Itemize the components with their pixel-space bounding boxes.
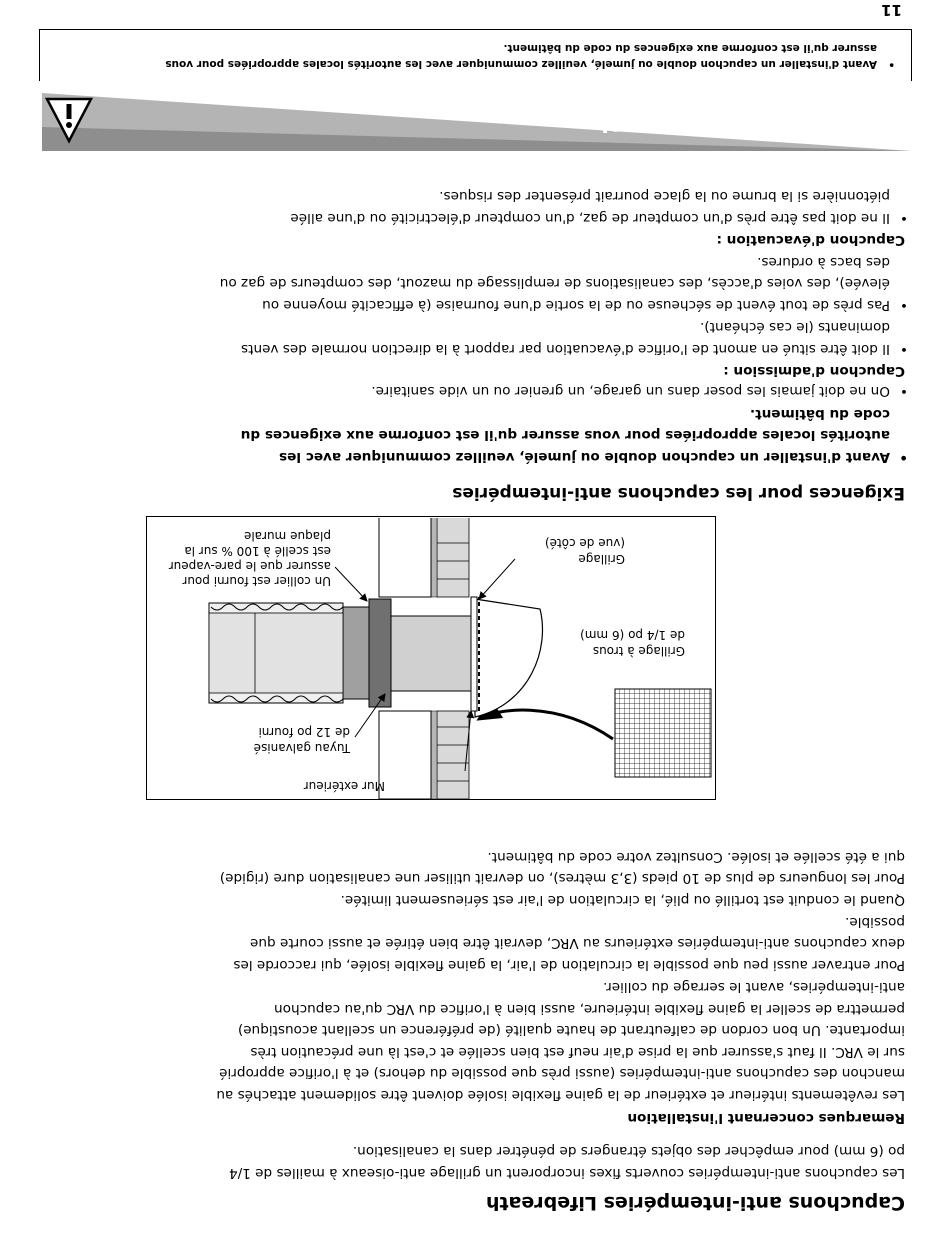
- remarks-paragraph-1: [216, 975, 905, 1105]
- text-line: deux capuchons anti-intempéries extérieurs au VRC, devrait être bien étirée et aussi courte que: [250, 935, 905, 952]
- bullet-icon: •: [899, 383, 908, 399]
- attention-title: Attention: [570, 110, 688, 135]
- exhaust-heading: Capuchon d'évacuation :: [716, 232, 905, 248]
- label-collar-2: assurer que le pare-vapeur: [168, 559, 331, 573]
- leader-collar: [335, 567, 367, 601]
- label-pipe-2: de 12 po fourni: [258, 725, 350, 739]
- diagram-svg: [148, 518, 715, 799]
- label-mesh-2: de 1/4 po (6 mm): [580, 628, 685, 642]
- bullet-icon: •: [899, 297, 908, 313]
- leader-screen: [479, 559, 515, 599]
- attention-banner: [37, 83, 912, 151]
- text-line: Les revêtements intérieur et extérieur de la gaine flexible isolée doivent être solidement attachés au: [216, 1087, 905, 1103]
- text-line: On ne doit jamais les poser dans un garage, un grenier ou un vide sanitaire.: [371, 383, 890, 399]
- galvanized-pipe: [391, 616, 471, 691]
- text-line: possible.: [845, 913, 905, 930]
- label-side-2: (vue de côté): [544, 536, 625, 550]
- text-line: sur le VRC. Il faut s'assurer que la prise d'air neuf est bien scellée et c'est là une précaution très: [250, 1043, 905, 1060]
- hood-flange: [471, 597, 477, 711]
- remarks-paragraph-2: [233, 910, 905, 975]
- text-line: Pas près de tout évent de sécheuse ou de la sortie d'une fournaise (à efficacité moyenne ou: [262, 297, 890, 313]
- text-line: assurer qu'il est conforme aux exigences du code du bâtiment.: [503, 42, 877, 54]
- label-collar-1: Un collier est fourni pour: [182, 574, 331, 588]
- label-side-1: Grillage: [578, 552, 625, 566]
- intro-line: po (6 mm) pour empêcher des objets étrangers de pénétrer dans la canalisation.: [352, 1143, 905, 1160]
- bullet-icon: •: [899, 341, 908, 357]
- requirements-bullet-1: [240, 402, 908, 467]
- exhaust-bullet-1: [290, 185, 908, 228]
- text-line: code du bâtiment.: [749, 405, 890, 422]
- text-line: dominants (le cas échéant).: [700, 319, 890, 336]
- requirements-bullet-2: [371, 379, 908, 401]
- mesh-arrow: [479, 710, 613, 739]
- intake-bullet-2: [219, 250, 908, 315]
- label-collar-3: est scellé à 100 % sur la: [184, 544, 331, 558]
- remarks-paragraph-3: [220, 845, 905, 910]
- text-line: manchon des capuchons anti-intempéries (aussi près que possible du dehors) et à l'orifice approprié: [219, 1065, 905, 1082]
- page-title: Capuchons anti-intempéries Lifebreath: [485, 1192, 905, 1214]
- text-line: piétonnière si la brume ou la glace pourrait présenter des risques.: [439, 188, 890, 205]
- intro-paragraph: [229, 1140, 905, 1183]
- text-line: Il doit être situé en amont de l'orifice d'évacuation par rapport à la direction normale des vents: [241, 341, 890, 357]
- intake-bullet-1: [241, 316, 908, 359]
- text-line: importante. Un bon cordon de calfeutrant de haute qualité (de préférence un scellant acoustique): [237, 1022, 905, 1039]
- text-line: Quand le conduit est tortillé ou plié, la circulation de l'air est sérieusement limitée.: [340, 892, 905, 908]
- bullet-icon: •: [888, 58, 895, 70]
- inner-wall-bottom: [379, 518, 431, 597]
- remarks-heading: Remarques concernant l'installation: [627, 1110, 905, 1126]
- attention-note: [39, 29, 912, 81]
- label-pipe-1: Tuyau galvanisé: [253, 741, 350, 755]
- text-line: Pour les longueurs de plus de 10 pieds (3,3 mètres), on devrait utiliser une canalisation dure (rigide): [219, 870, 905, 887]
- bullet-icon: •: [899, 449, 908, 465]
- page-number: 11: [881, 1, 902, 19]
- label-mesh-1: Grillage à trous: [592, 644, 685, 658]
- warning-triangle-icon: [44, 96, 94, 144]
- mesh-grid: [615, 689, 711, 777]
- bullet-icon: •: [899, 210, 908, 226]
- text-line: élevée), des voies d'accès, des canalisations de remplissage du mazout, des compteurs de gaz ou: [219, 275, 890, 292]
- intake-heading: Capuchon d'admission :: [723, 363, 905, 379]
- weather-hood-diagram: [146, 516, 716, 800]
- text-line: anti-intempéries, avant le serrage du collier.: [603, 979, 905, 996]
- text-line: permettra de sceller la gaine flexible intérieure, aussi bien à l'orifice du VRC qu'au capuchon: [274, 1000, 905, 1017]
- text-line: des bacs à ordures.: [757, 253, 890, 270]
- insulated-flex-duct: [209, 603, 343, 703]
- collar: [343, 607, 369, 699]
- text-line: Pour entraver aussi peu que possible la circulation de l'air, la gaine flexible isolée, qui raccorde les: [233, 957, 905, 973]
- label-collar-4: plaque murale: [243, 529, 331, 543]
- text-line: Avant d'installer un capuchon double ou jumelé, veuillez communiquer avec les: [279, 449, 890, 465]
- label-exterior-wall: Mur extérieur: [303, 779, 385, 793]
- wall-plate: [369, 599, 391, 707]
- hood-shell: [475, 599, 542, 717]
- text-line: Avant d'installer un capuchon double ou jumelé, veuillez communiquer avec les autorités locales appropriées pour vous: [165, 58, 877, 70]
- intro-line: Les capuchons anti-intempéries couverts fixes incorporent un grillage anti-oiseaux à mailles de 1/4: [228, 1165, 905, 1181]
- requirements-heading: Exigences pour les capuchons anti-intempéries: [452, 483, 905, 503]
- text-line: Il ne doit pas être près d'un compteur de gaz, d'un compteur d'électricité ou d'une allée: [290, 210, 890, 226]
- text-line: qui a été scellée et isolée. Consultez votre code du bâtiment.: [487, 848, 905, 865]
- inner-wall-top: [379, 711, 431, 799]
- text-line: autorités locales appropriées pour vous assurer qu'il est conforme aux exigences du: [240, 427, 890, 444]
